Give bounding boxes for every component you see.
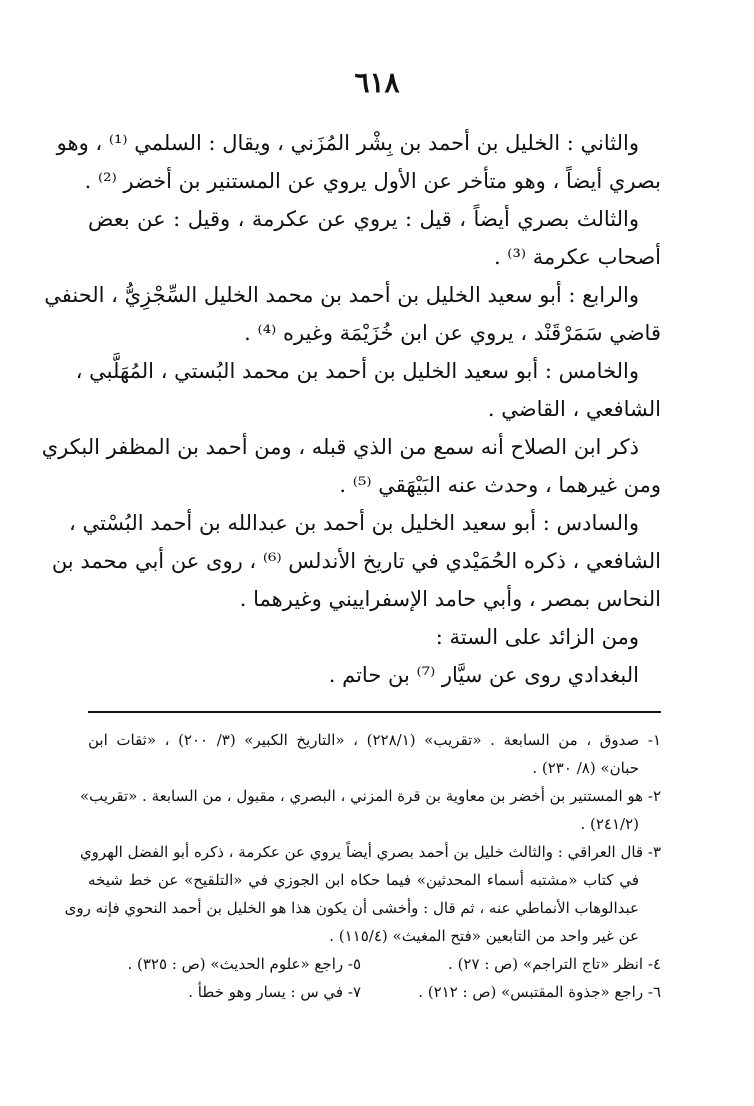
text-line: والسادس : أبو سعيد الخليل بن أحمد بن عبدالله بن أحمد البُسْتي ، bbox=[69, 511, 639, 535]
text-line: أصحاب عكرمة ⁽³⁾ . bbox=[493, 245, 661, 269]
footnote-line: في كتاب «مشتبه أسماء المحدثين» فيما حكاه ابن الجوزي في «التلقيح» عن خط شيخه bbox=[88, 871, 639, 889]
text-line: والثاني : الخليل بن أحمد بن بِشْر المُزَني ، ويقال : السلمي ⁽¹⁾ ، وهو bbox=[56, 131, 639, 155]
footnote-line: ١- صدوق ، من السابعة . «تقريب» (٢٢٨/١) ، «التاريخ الكبير» (٣/ ٢٠٠) ، «ثقات ابن bbox=[88, 731, 662, 749]
footnote-pair-row bbox=[88, 978, 661, 1006]
footnote-line: ٢- هو المستنير بن أخضر بن معاوية بن قرة المزني ، البصري ، مقبول ، من السابعة . «تقريب» bbox=[79, 787, 661, 805]
footnote-line: حبان» (٨/ ٢٣٠) . bbox=[532, 759, 639, 777]
footnote-line: ٤- انظر «تاج التراجم» (ص : ٢٧) . bbox=[448, 955, 661, 973]
text-line: ومن غيرهما ، وحدث عنه البَيْهَقي ⁽⁵⁾ . bbox=[339, 473, 661, 497]
footnote-line: عن غير واحد من التابعين «فتح المغيث» (١١٥/٤) . bbox=[329, 927, 639, 945]
text-line: الشافعي ، القاضي . bbox=[487, 397, 661, 421]
text-line: قاضي سَمَرْقَنْد ، يروي عن ابن خُزَيْمَة وغيره ⁽⁴⁾ . bbox=[244, 321, 661, 345]
text-line: والخامس : أبو سعيد الخليل بن أحمد بن محمد البُستي ، المُهَلَّبي ، bbox=[75, 359, 639, 383]
footnote-line: ٧- في س : يسار وهو خطأ . bbox=[188, 983, 361, 1001]
page-number: ٦١٨ bbox=[354, 66, 400, 99]
footnote-separator bbox=[88, 711, 661, 713]
footnote-line: ٦- راجع «جذوة المقتبس» (ص : ٢١٢) . bbox=[418, 983, 661, 1001]
footnote-line: (٢٤١/٢) . bbox=[580, 815, 639, 833]
text-line: النحاس بمصر ، وأبي حامد الإسفراييني وغيرهما . bbox=[239, 587, 661, 611]
main-text bbox=[41, 124, 661, 694]
text-line: بصري أيضاً ، وهو متأخر عن الأول يروي عن المستنير بن أخضر ⁽²⁾ . bbox=[84, 169, 661, 193]
footnote-line: عبدالوهاب الأنماطي عنه ، ثم قال : وأخشى أن يكون هذا هو الخليل بن أحمد النحوي فإنه روى bbox=[64, 899, 639, 917]
text-line: والثالث بصري أيضاً ، قيل : يروي عن عكرمة ، وقيل : عن بعض bbox=[88, 207, 639, 231]
text-line: البغدادي روى عن سيَّار ⁽⁷⁾ بن حاتم . bbox=[328, 663, 639, 687]
footnote-line: ٣- قال العراقي : والثالث خليل بن أحمد بصري أيضاً يروي عن عكرمة ، ذكره أبو الفضل الهروي bbox=[79, 843, 661, 861]
text-line: الشافعي ، ذكره الحُمَيْدي في تاريخ الأندلس ⁽⁶⁾ ، روى عن أبي محمد بن bbox=[51, 549, 661, 573]
text-line: ومن الزائد على الستة : bbox=[435, 625, 639, 649]
text-line: والرابع : أبو سعيد الخليل بن أحمد بن محمد الخليل السِّجْزِيُّ ، الحنفي bbox=[44, 283, 639, 307]
footnote-line: ٥- راجع «علوم الحديث» (ص : ٣٢٥) . bbox=[127, 955, 361, 973]
text-line: ذكر ابن الصلاح أنه سمع من الذي قبله ، ومن أحمد بن المظفر البكري bbox=[41, 435, 639, 459]
footnote-pair-row bbox=[88, 950, 661, 978]
footnotes bbox=[64, 726, 662, 1006]
